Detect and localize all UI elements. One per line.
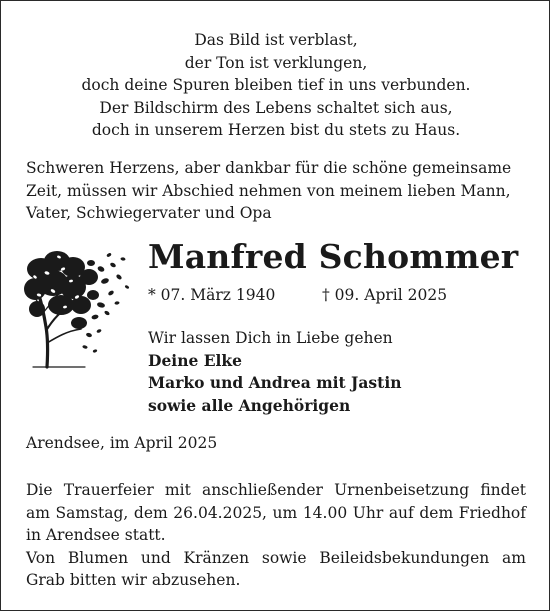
announcement-line: Zeit, müssen wir Abschied nehmen von meinem lieben Mann, (26, 181, 511, 200)
death-date: † 09. April 2025 (322, 286, 448, 304)
funeral-line: am Samstag, dem 26.04.2025, um 14.00 Uhr auf dem Friedhof (26, 503, 526, 522)
birth-date: * 07. März 1940 (148, 286, 276, 304)
windblown-tree-icon (23, 247, 135, 371)
poem-line: der Ton ist verklungen, (184, 53, 368, 72)
poem-line: Der Bildschirm des Lebens schaltet sich aus, (99, 98, 453, 117)
poem-line: doch in unserem Herzen bist du stets zu Haus. (91, 121, 461, 139)
announcement-line: Schweren Herzens, aber dankbar für die schöne gemeinsame (26, 159, 512, 177)
memorial-poem (1, 29, 550, 142)
funeral-line: Grab bitten wir abzusehen. (26, 571, 241, 589)
place-and-date: Arendsee, im April 2025 (26, 434, 218, 452)
deceased-name: Manfred Schommer (148, 237, 519, 276)
mourner-name: Marko und Andrea mit Jastin (148, 373, 402, 392)
mourner-name: sowie alle Angehörigen (148, 395, 351, 415)
mourners-intro: Wir lassen Dich in Liebe gehen (148, 329, 393, 347)
funeral-line: Die Trauerfeier mit anschließender Urnenbeisetzung findet (26, 481, 526, 499)
announcement-line: Vater, Schwiegervater und Opa (26, 204, 272, 222)
funeral-line: in Arendsee statt. (26, 526, 166, 544)
announcement-text (26, 157, 531, 225)
mourners-block (148, 327, 401, 417)
funeral-line: Von Blumen und Kränzen sowie Beileidsbekundungen am (26, 548, 526, 567)
poem-line: Das Bild ist verblast, (194, 31, 358, 49)
funeral-details (26, 479, 526, 592)
poem-line: doch deine Spuren bleiben tief in uns verbunden. (81, 76, 471, 94)
mourner-name: Deine Elke (148, 350, 243, 370)
